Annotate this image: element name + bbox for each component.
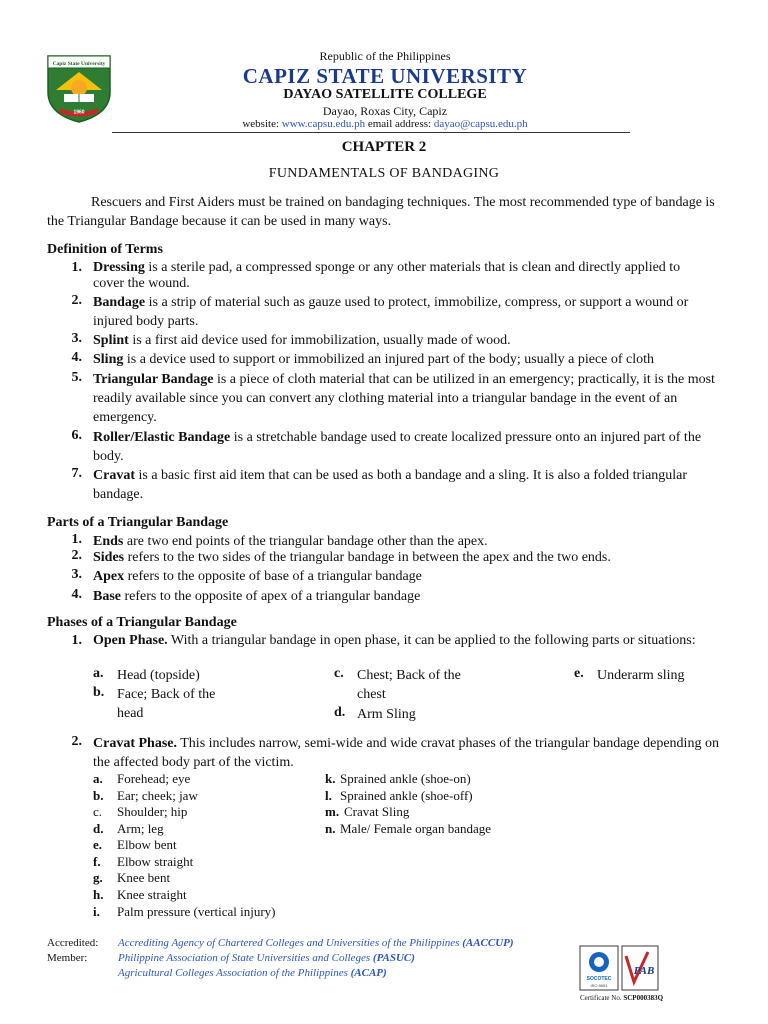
cravat-item: Forehead; eye: [117, 771, 191, 786]
cravat-item: Elbow bent: [117, 837, 177, 852]
def-item-splint: [93, 331, 713, 350]
phase-number: 1.: [71, 633, 82, 648]
cravat-item: Male/ Female organ bandage: [340, 821, 492, 836]
email-label: email address:: [367, 118, 432, 130]
open-letter: a.: [93, 666, 104, 681]
def-term: Splint: [93, 333, 129, 348]
cravat-item: Knee bent: [117, 870, 171, 885]
def-number: 4.: [71, 350, 82, 365]
cravat-letter: m.: [325, 804, 340, 819]
def-term: Sling: [93, 352, 124, 367]
certificate-number: SCP000383Q: [623, 994, 664, 1002]
def-text: is a device used to support or immobilized an injured part of the body; usually a piece of cloth: [123, 352, 655, 367]
open-item: Underarm sling: [597, 668, 685, 683]
def-term: Cravat: [93, 468, 135, 483]
college-address: Dayao, Roxas City, Capiz: [322, 104, 448, 118]
part-term: Apex: [93, 569, 125, 584]
def-term: Triangular Bandage: [93, 372, 214, 387]
part-term: Base: [93, 589, 121, 604]
phase-term: Cravat Phase.: [93, 736, 177, 751]
cravat-item: Sprained ankle (shoe-on): [340, 771, 471, 786]
def-number: 7.: [71, 466, 82, 481]
email-link[interactable]: dayao@capsu.edu.ph: [433, 118, 528, 130]
cravat-letter: b.: [93, 788, 104, 803]
website-link[interactable]: www.capsu.edu.ph: [281, 118, 366, 130]
cravat-letter: h.: [93, 887, 104, 902]
def-text: is a stretchable bandage used to create localized pressure onto an injured part of the body.: [93, 430, 702, 464]
pasuc-abbr: (PASUC): [372, 952, 415, 964]
def-item-bandage: [93, 293, 713, 331]
open-item: Chest; Back of the chest: [357, 668, 461, 702]
aaccup-abbr: (AACCUP): [462, 937, 514, 949]
contact-line: [150, 118, 620, 130]
open-letter: e.: [574, 666, 584, 681]
aaccup-name: Accrediting Agency of Chartered Colleges and Universities of the Philippines: [118, 937, 463, 949]
def-item-cravat: [93, 466, 713, 504]
cravat-item: Ear; cheek; jaw: [117, 788, 198, 803]
cravat-item: Arm; leg: [117, 821, 164, 836]
part-number: 4.: [71, 587, 82, 602]
def-item-sling: [93, 350, 723, 369]
header-divider: [112, 132, 630, 133]
cravat-item: Knee straight: [117, 887, 187, 902]
aaccup-line: [118, 936, 514, 950]
logo-text: Capiz State University: [52, 61, 106, 67]
open-item: Face; Back of the head: [117, 687, 216, 721]
def-text: is a piece of cloth material that can be utilized in an emergency; practically, it is the most readily available since you can convert any clothing material into a triangular bandage in the event of an emergency.: [93, 372, 715, 425]
cravat-letter: a.: [93, 771, 103, 786]
parts-heading: Parts of a Triangular Bandage: [47, 515, 229, 530]
def-number: 5.: [71, 370, 82, 385]
def-text: is a basic first aid item that can be used as both a bandage and a sling. It is also a folded triangular bandage.: [93, 468, 688, 502]
def-item-triangular-bandage: [93, 370, 717, 427]
def-term: Bandage: [93, 295, 146, 310]
def-number: 1.: [71, 260, 82, 275]
phase-text: This includes narrow, semi-wide and wide cravat phases of the triangular bandage depending on the affected body part of the victim.: [93, 736, 719, 770]
cravat-letter: n.: [325, 821, 336, 836]
definitions-heading: Definition of Terms: [47, 242, 163, 257]
university-seal-logo: [44, 52, 114, 124]
website-label: website:: [242, 118, 280, 130]
phase-number: 2.: [71, 734, 82, 749]
member-label: Member:: [47, 952, 88, 964]
open-item: Head (topside): [117, 668, 200, 683]
def-text: is a sterile pad, a compressed sponge or any other materials that is clean and directly applied to cover the wound.: [93, 260, 681, 291]
def-number: 2.: [71, 293, 82, 308]
def-item-dressing: [93, 260, 713, 292]
part-item-apex: [93, 567, 723, 586]
cravat-letter: i.: [93, 904, 100, 919]
chapter-heading: CHAPTER 2: [341, 139, 427, 155]
cravat-letter: l.: [325, 788, 332, 803]
def-term: Roller/Elastic Bandage: [93, 430, 231, 445]
cravat-letter: f.: [93, 854, 101, 869]
def-number: 6.: [71, 428, 82, 443]
intro-paragraph: Rescuers and First Aiders must be trained on bandaging techniques. The most recommended type of bandage is the Triangular Bandage because it can be used in many ways.: [47, 195, 715, 229]
certificate-label: Certificate No.: [580, 994, 622, 1002]
phases-heading: Phases of a Triangular Bandage: [47, 615, 237, 630]
phase-term: Open Phase.: [93, 633, 168, 648]
chapter-title: FUNDAMENTALS OF BANDAGING: [268, 166, 500, 181]
cravat-item: Sprained ankle (shoe-off): [340, 788, 473, 803]
accredited-label: Accredited:: [47, 937, 99, 949]
part-text: are two end points of the triangular bandage other than the apex.: [123, 534, 488, 549]
acap-name: Agricultural Colleges Association of the Philippines: [118, 967, 351, 979]
pasuc-line: [118, 951, 415, 965]
socotec-label: SOCOTEC: [586, 976, 612, 982]
acap-line: [118, 966, 387, 980]
cravat-item: Palm pressure (vertical injury): [117, 904, 276, 919]
part-text: refers to the opposite of base of a triangular bandage: [124, 569, 422, 584]
republic-line: Republic of the Philippines: [319, 49, 451, 63]
open-item: Arm Sling: [357, 707, 416, 722]
part-term: Ends: [93, 534, 124, 549]
college-name: DAYAO SATELLITE COLLEGE: [283, 87, 487, 102]
pab-label: PAB: [633, 965, 655, 977]
part-item-sides: [93, 548, 723, 567]
open-letter: b.: [93, 685, 105, 700]
part-term: Sides: [93, 550, 125, 565]
part-number: 3.: [71, 567, 82, 582]
cravat-letter: e.: [93, 837, 103, 852]
certificate-line: [580, 991, 663, 1005]
cravat-letter: k.: [325, 771, 336, 786]
cravat-letter: d.: [93, 821, 104, 836]
cravat-item: Elbow straight: [117, 854, 194, 869]
phase-cravat: [93, 734, 723, 772]
cravat-letter: g.: [93, 870, 103, 885]
part-number: 2.: [71, 548, 82, 563]
phase-open: [93, 633, 713, 649]
acap-abbr: (ACAP): [350, 967, 387, 979]
open-letter: d.: [334, 705, 346, 720]
def-term: Dressing: [93, 260, 145, 275]
logo-year: 1960: [73, 109, 85, 116]
open-letter: c.: [334, 666, 344, 681]
def-text: is a first aid device used for immobilization, usually made of wood.: [128, 333, 511, 348]
part-text: refers to the opposite of apex of a triangular bandage: [121, 589, 421, 604]
part-item-base: [93, 587, 723, 606]
phase-text: With a triangular bandage in open phase, it can be applied to the following parts or situations:: [167, 633, 696, 648]
def-text: is a strip of material such as gauze used to protect, immobilize, compress, or support a wound or injured body parts.: [93, 295, 689, 329]
def-item-roller-bandage: [93, 428, 713, 466]
cravat-letter: c.: [93, 804, 103, 819]
def-number: 3.: [71, 331, 82, 346]
part-text: refers to the two sides of the triangular bandage in between the apex and the two ends.: [124, 550, 611, 565]
cravat-item: Shoulder; hip: [117, 804, 188, 819]
cravat-item: Cravat Sling: [344, 804, 410, 819]
part-number: 1.: [71, 532, 82, 547]
pasuc-name: Philippine Association of State Universities and Colleges: [118, 952, 373, 964]
university-name: CAPIZ STATE UNIVERSITY: [242, 64, 528, 88]
iso-label: ISO 9001: [590, 983, 608, 988]
